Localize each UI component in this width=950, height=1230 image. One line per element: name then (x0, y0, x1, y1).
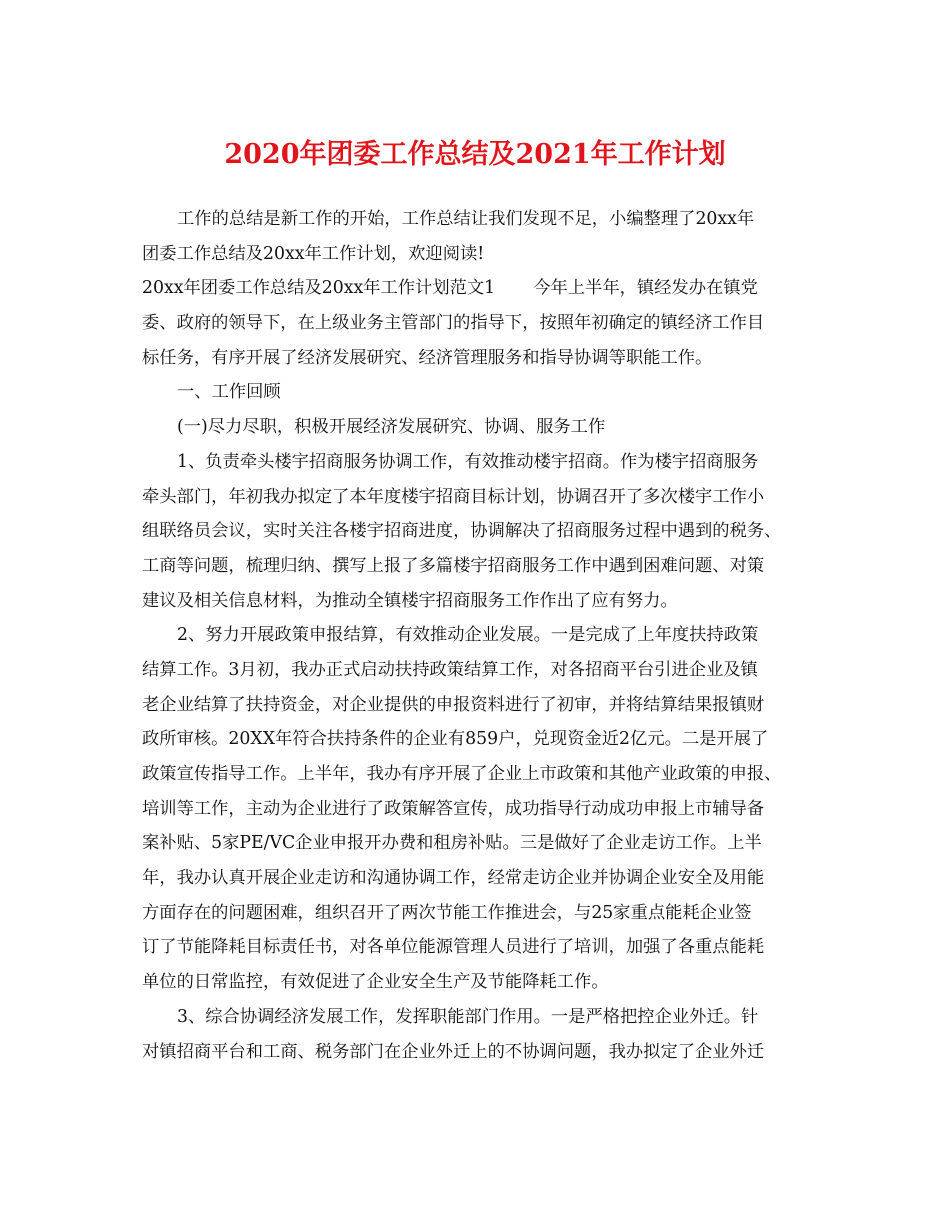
paragraph-line (142, 271, 822, 306)
paragraph-line: 工作的总结是新工作的开始，工作总结让我们发现不足，小编整理了20xx年 (177, 209, 755, 229)
paragraph-line: 结算工作。3月初，我办正式启动扶持政策结算工作，对各招商平台引进企业及镇 (142, 659, 758, 680)
paragraph-line: 老企业结算了扶持资金，对企业提供的申报资料进行了初审，并将结算结果报镇财 (142, 694, 765, 715)
paragraph-line: 案补贴、5家PE/VC企业申报开办费和租房补贴。三是做好了企业走访工作。上半 (142, 833, 762, 854)
paragraph-line: 牵头部门，年初我办拟定了本年度楼宇招商目标计划，协调召开了多次楼宇工作小 (142, 486, 765, 507)
document-title: 2020年团委工作总结及2021年工作计划 (224, 139, 726, 170)
paragraph-line: 2、努力开展政策申报结算，有效推动企业发展。一是完成了上年度扶持政策 (177, 625, 759, 646)
paragraph-line: 工商等问题，梳理归纳、撰写上报了多篇楼宇招商服务工作中遇到困难问题、对策 (142, 555, 765, 576)
document-body (142, 202, 822, 1069)
paragraph-line: 组联络员会议，实时关注各楼宇招商进度，协调解决了招商服务过程中遇到的税务、 (142, 521, 782, 542)
paragraph-line: 政所审核。20XX年符合扶持条件的企业有859户，兑现资金近2亿元。二是开展了 (142, 729, 769, 750)
section-heading: 一、工作回顾 (177, 382, 281, 403)
paragraph-text: 今年上半年，镇经发办在镇党 (533, 278, 758, 299)
paragraph-line: 政策宣传指导工作。上半年，我办有序开展了企业上市政策和其他产业政策的申报、 (142, 764, 782, 784)
paragraph-line: 订了节能降耗目标责任书，对各单位能源管理人员进行了培训，加强了各重点能耗 (142, 937, 765, 958)
paragraph-line: 方面存在的问题困难，组织召开了两次节能工作推进会，与25家重点能耗企业签 (142, 902, 752, 923)
paragraph-line: 3、综合协调经济发展工作，发挥职能部门作用。一是严格把控企业外迁。针 (177, 1006, 759, 1027)
section-heading: 20xx年团委工作总结及20xx年工作计划范文1 (142, 278, 496, 299)
paragraph-line: 单位的日常监控，有效促进了企业安全生产及节能降耗工作。 (142, 972, 609, 993)
paragraph-line: 培训等工作，主动为企业进行了政策解答宣传，成功指导行动成功申报上市辅导备 (142, 798, 765, 819)
paragraph-line: 年，我办认真开展企业走访和沟通协调工作，经常走访企业并协调企业安全及用能 (142, 868, 765, 889)
paragraph-line: 建议及相关信息材料，为推动全镇楼宇招商服务工作作出了应有努力。 (142, 590, 678, 611)
subsection-heading: (一)尽力尽职，积极开展经济发展研究、协调、服务工作 (177, 417, 606, 438)
paragraph-line: 团委工作总结及20xx年工作计划，欢迎阅读! (142, 243, 485, 264)
paragraph-line: 对镇招商平台和工商、税务部门在企业外迁上的不协调问题，我办拟定了企业外迁 (142, 1041, 765, 1062)
paragraph-line: 标任务，有序开展了经济发展研究、经济管理服务和指导协调等职能工作。 (142, 347, 713, 368)
paragraph-line: 1、负责牵头楼宇招商服务协调工作，有效推动楼宇招商。作为楼宇招商服务 (177, 451, 759, 472)
paragraph-line: 委、政府的领导下，在上级业务主管部门的指导下，按照年初确定的镇经济工作目 (142, 313, 765, 334)
